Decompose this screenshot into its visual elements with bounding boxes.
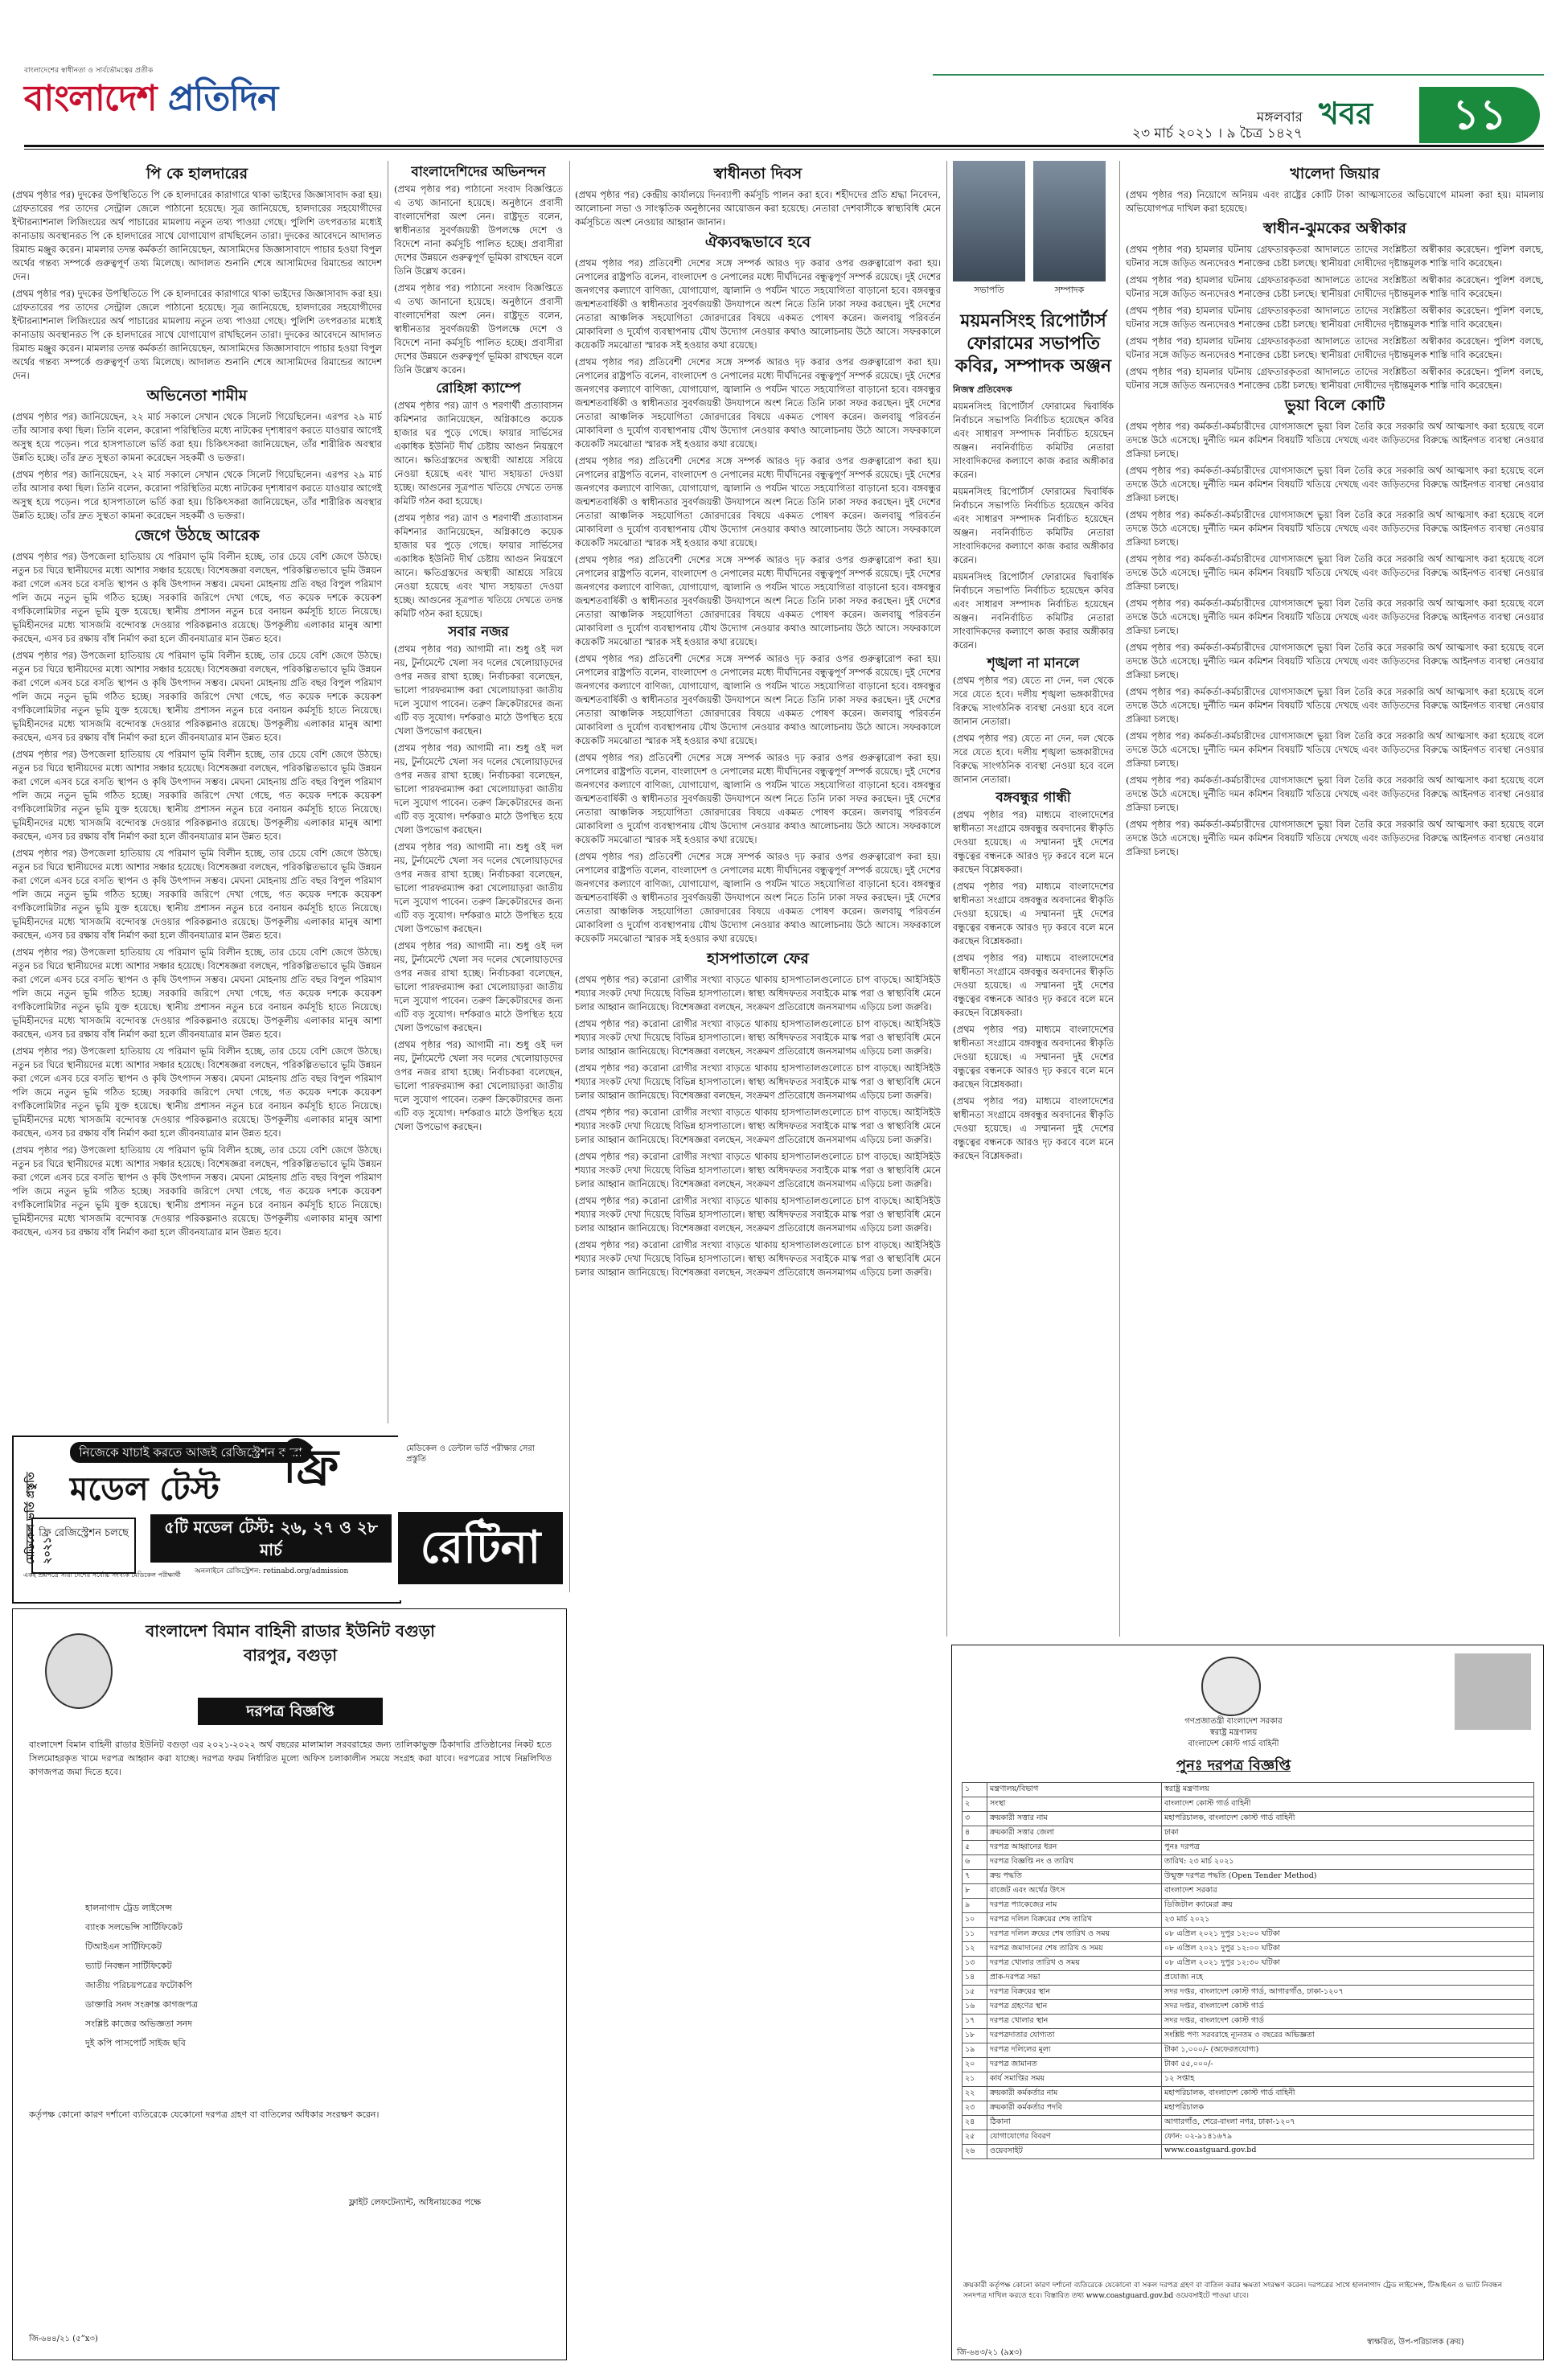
article-body: (প্রথম পৃষ্ঠার পর) মাধ্যমে বাংলাদেশের স্বাধীনতা সংগ্রামে বঙ্গবন্ধুর অবদানের স্বীকৃতি দেওয়া হয়েছে। এ সম্মাননা দুই দেশের বন্ধুত্বের বন্ধনকে আরও দৃঢ় করবে বলে মনে করছেন বিশ্লেষকরা। bbox=[953, 881, 1114, 947]
table-cell: ৫ bbox=[963, 1841, 987, 1855]
article-body: (প্রথম পৃষ্ঠার পর) উপজেলা হাতিয়ায় যে পরিমাণ ভূমি বিলীন হচ্ছে, তার চেয়ে বেশি জেগে উঠছে। নতুন চর ঘিরে স্থানীয়দের মধ্যে আশার সঞ্চার হয়েছে। বিশেষজ্ঞরা বলছেন, পরিকল্পিতভাবে ভূমি উন্নয়ন করা গেলে এসব চরে বসতি স্থাপন ও কৃষি উৎপাদন সম্ভব। মেঘনা মোহনায় প্রতি বছর বিপুল পরিমাণ পলি জমে নতুন ভূমি গঠিত হচ্ছে। সরকারি জরিপে দেখা গেছে, গত কয়েক দশকে কয়েকশ বর্গকিলোমিটার নতুন ভূমি যুক্ত হয়েছে। স্থানীয় প্রশাসন নতুন চরে বনায়ন কর্মসূচি হাতে নিয়েছে। ভূমিহীনদের মধ্যে খাসজমি বন্দোবস্ত দেওয়ার পরিকল্পনাও রয়েছে। উপকূলীয় এলাকার মানুষ আশা করছেন, এসব চর রক্ষায় বাঁধ নির্মাণ করা হলে জীবনযাত্রার মান উন্নত হবে। bbox=[12, 947, 382, 1040]
table-cell: মহাপরিচালক, বাংলাদেশ কোস্ট গার্ড বাহিনী bbox=[1162, 1812, 1534, 1826]
table-row bbox=[963, 2015, 1534, 2029]
headline[interactable]: বাংলাদেশিদের অভিনন্দন bbox=[411, 164, 546, 180]
article-body: (প্রথম পৃষ্ঠার পর) কর্মকর্তা-কর্মচারীদের যোগসাজশে ভুয়া বিল তৈরি করে সরকারি অর্থ আত্মসাৎ করা হয়েছে বলে তদন্তে উঠে এসেছে। দুর্নীতি দমন কমিশন বিষয়টি খতিয়ে দেখছে এবং জড়িতদের বিরুদ্ধে আইনগত ব্যবস্থা নেওয়ার প্রক্রিয়া চলছে। bbox=[1126, 509, 1544, 548]
article-body: (প্রথম পৃষ্ঠার পর) ত্রাণ ও শরণার্থী প্রত্যাবাসন কমিশনার জানিয়েছেন, অগ্নিকাণ্ডে কয়েক হাজার ঘর পুড়ে গেছে। ফায়ার সার্ভিসের একাধিক ইউনিট দীর্ঘ চেষ্টায় আগুন নিয়ন্ত্রণে আনে। ক্ষতিগ্রস্তদের অস্থায়ী আশ্রয়ে সরিয়ে নেওয়া হয়েছে এবং খাদ্য সহায়তা দেওয়া হচ্ছে। আগুনের সূত্রপাত খতিয়ে দেখতে তদন্ত কমিটি গঠন করা হয়েছে। bbox=[394, 400, 563, 507]
ad-contact: অনলাইনে রেজিস্ট্রেশন: retinabd.org/admission bbox=[195, 1567, 349, 1575]
table-row bbox=[963, 1899, 1534, 1913]
column-divider bbox=[569, 161, 570, 1592]
list-item: ভ্যাট নিবন্ধন সার্টিফিকেট bbox=[85, 1961, 172, 1971]
table-cell: ০৮ এপ্রিল ২০২১ দুপুর ১২:৩০ ঘটিকা bbox=[1162, 1957, 1534, 1971]
logo-name-b: প্রতিদিন bbox=[167, 78, 278, 119]
article-body: (প্রথম পৃষ্ঠার পর) করোনা রোগীর সংখ্যা বাড়তে থাকায় হাসপাতালগুলোতে চাপ বাড়ছে। আইসিইউ শয্যার সংকট দেখা দিয়েছে বিভিন্ন হাসপাতালে। স্বাস্থ্য অধিদফতর সবাইকে মাস্ক পরা ও স্বাস্থ্যবিধি মেনে চলার আহ্বান জানিয়েছে। বিশেষজ্ঞরা বলছেন, সংক্রমণ প্রতিরোধে জনসমাগম এড়িয়ে চলা জরুরি। bbox=[575, 1195, 941, 1234]
article-body: (প্রথম পৃষ্ঠার পর) কর্মকর্তা-কর্মচারীদের যোগসাজশে ভুয়া বিল তৈরি করে সরকারি অর্থ আত্মসাৎ করা হয়েছে বলে তদন্তে উঠে এসেছে। দুর্নীতি দমন কমিশন বিষয়টি খতিয়ে দেখছে এবং জড়িতদের বিরুদ্ধে আইনগত ব্যবস্থা নেওয়ার প্রক্রিয়া চলছে। bbox=[1126, 421, 1544, 459]
tender-requirements bbox=[85, 1899, 536, 2053]
table-cell: ১১ bbox=[963, 1928, 987, 1942]
table-cell: ২৬ bbox=[963, 2145, 987, 2159]
table-cell: ২১ bbox=[963, 2072, 987, 2087]
column-3 bbox=[575, 161, 941, 1637]
headline[interactable]: ঐক্যবদ্ধভাবে হবে bbox=[704, 233, 811, 251]
article-body: (প্রথম পৃষ্ঠার পর) করোনা রোগীর সংখ্যা বাড়তে থাকায় হাসপাতালগুলোতে চাপ বাড়ছে। আইসিইউ শয্যার সংকট দেখা দিয়েছে বিভিন্ন হাসপাতালে। স্বাস্থ্য অধিদফতর সবাইকে মাস্ক পরা ও স্বাস্থ্যবিধি মেনে চলার আহ্বান জানিয়েছে। বিশেষজ্ঞরা বলছেন, সংক্রমণ প্রতিরোধে জনসমাগম এড়িয়ে চলা জরুরি। bbox=[575, 1107, 941, 1145]
article-body: (প্রথম পৃষ্ঠার পর) আগামী না। শুধু ওই দল নয়, টুর্নামেন্টে খেলা সব দলের খেলোয়াড়দের ওপর নজর রাখা হচ্ছে। নির্বাচকরা বলেছেন, ভালো পারফরম্যান্স করা খেলোয়াড়রা জাতীয় দলে সুযোগ পাবেন। তরুণ ক্রিকেটারদের জন্য এটি বড় সুযোগ। দর্শকরাও মাঠে উপস্থিত হয়ে খেলা উপভোগ করছেন। bbox=[394, 841, 563, 934]
article-body: (প্রথম পৃষ্ঠার পর) ত্রাণ ও শরণার্থী প্রত্যাবাসন কমিশনার জানিয়েছেন, অগ্নিকাণ্ডে কয়েক হাজার ঘর পুড়ে গেছে। ফায়ার সার্ভিসের একাধিক ইউনিট দীর্ঘ চেষ্টায় আগুন নিয়ন্ত্রণে আনে। ক্ষতিগ্রস্তদের অস্থায়ী আশ্রয়ে সরিয়ে নেওয়া হয়েছে এবং খাদ্য সহায়তা দেওয়া হচ্ছে। আগুনের সূত্রপাত খতিয়ে দেখতে তদন্ত কমিটি গঠন করা হয়েছে। bbox=[394, 512, 563, 619]
table-row bbox=[963, 2101, 1534, 2116]
article-body: (প্রথম পৃষ্ঠার পর) হামলার ঘটনায় গ্রেফতারকৃতরা আদালতে তাদের সংশ্লিষ্টতা অস্বীকার করেছেন। পুলিশ বলছে, ঘটনার সঙ্গে জড়িত অন্যদেরও শনাক্তের চেষ্টা চলছে। স্থানীয়রা দোষীদের দৃষ্টান্তমূলক শাস্তি দাবি করেছেন। bbox=[1126, 335, 1544, 360]
table-cell: দরপত্রদাতার যোগ্যতা bbox=[987, 2029, 1162, 2043]
headline[interactable]: ময়মনসিংহ রিপোর্টার্স ফোরামের সভাপতি কবির, সম্পাদক অঞ্জন bbox=[954, 311, 1112, 376]
table-cell: তারিখ: ২৩ মার্চ ২০২১ bbox=[1162, 1855, 1534, 1870]
article-body: (প্রথম পৃষ্ঠার পর) হামলার ঘটনায় গ্রেফতারকৃতরা আদালতে তাদের সংশ্লিষ্টতা অস্বীকার করেছেন। পুলিশ বলছে, ঘটনার সঙ্গে জড়িত অন্যদেরও শনাক্তের চেষ্টা চলছে। স্থানীয়রা দোষীদের দৃষ্টান্তমূলক শাস্তি দাবি করেছেন। bbox=[1126, 244, 1544, 269]
list-item: ব্যাংক সলভেন্সি সার্টিফিকেট bbox=[85, 1922, 183, 1932]
list-item: জাতীয় পরিচয়পত্রের ফটোকপি bbox=[85, 1980, 192, 1990]
headline[interactable]: অভিনেতা শামীম bbox=[146, 387, 248, 405]
article-body: (প্রথম পৃষ্ঠার পর) পাঠানো সংবাদ বিজ্ঞপ্তিতে এ তথ্য জানানো হয়েছে। অনুষ্ঠানে প্রবাসী বাংলাদেশিরা অংশ নেন। রাষ্ট্রদূত বলেন, স্বাধীনতার সুবর্ণজয়ন্তী উপলক্ষে দেশে ও বিদেশে নানা কর্মসূচি পালিত হচ্ছে। প্রবাসীরা দেশের উন্নয়নে গুরুত্বপূর্ণ ভূমিকা রাখছেন বলে তিনি উল্লেখ করেন। bbox=[394, 282, 563, 376]
table-cell: www.coastguard.gov.bd bbox=[1162, 2145, 1534, 2159]
table-cell: ১২ সপ্তাহ bbox=[1162, 2072, 1534, 2087]
tender-org: গণপ্রজাতন্ত্রী বাংলাদেশ সরকার bbox=[1184, 1717, 1283, 1726]
day: মঙ্গলবার bbox=[1256, 109, 1303, 125]
article-body: (প্রথম পৃষ্ঠার পর) কেন্দ্রীয় কার্যালয়ে দিনব্যাপী কর্মসূচি পালন করা হবে। শহীদদের প্রতি শ্রদ্ধা নিবেদন, আলোচনা সভা ও সাংস্কৃতিক অনুষ্ঠানের আয়োজন করা হয়েছে। নেতারা দেশবাসীকে স্বাস্থ্যবিধি মেনে কর্মসূচিতে অংশ নেওয়ার আহ্বান জানান। bbox=[575, 189, 941, 228]
retina-ad[interactable] bbox=[12, 1435, 401, 1604]
table-cell: বাংলাদেশ সরকার bbox=[1162, 1884, 1534, 1899]
tender-org: বাংলাদেশ কোস্ট গার্ড বাহিনী bbox=[1188, 1739, 1279, 1748]
article-body: (প্রথম পৃষ্ঠার পর) প্রতিবেশী দেশের সঙ্গে সম্পর্ক আরও দৃঢ় করার ওপর গুরুত্বারোপ করা হয়। নেপালের রাষ্ট্রপতি বলেন, বাংলাদেশ ও নেপালের মধ্যে দীর্ঘদিনের বন্ধুত্বপূর্ণ সম্পর্ক রয়েছে। দুই দেশের জনগণের কল্যাণে বাণিজ্য, যোগাযোগ, জ্বালানি ও পর্যটন খাতে সহযোগিতা বাড়ানো হবে। বঙ্গবন্ধুর জন্মশতবার্ষিকী ও স্বাধীনতার সুবর্ণজয়ন্তী উদযাপনে অংশ নিতে তিনি ঢাকা সফর করছেন। দুই দেশের নেতারা আঞ্চলিক সহযোগিতা জোরদারের বিষয়ে একমত পোষণ করেন। জলবায়ু পরিবর্তন মোকাবিলা ও দুর্যোগ ব্যবস্থাপনায় যৌথ উদ্যোগ নেওয়ার কথাও আলোচনায় উঠে আসে। সফরকালে কয়েকটি সমঝোতা স্মারক সই হওয়ার কথা রয়েছে। bbox=[575, 653, 941, 746]
ad-tagline: নিজেকে যাচাই করতে আজই রেজিস্ট্রেশন করো bbox=[70, 1442, 311, 1463]
article-body: (প্রথম পৃষ্ঠার পর) কর্মকর্তা-কর্মচারীদের যোগসাজশে ভুয়া বিল তৈরি করে সরকারি অর্থ আত্মসাৎ করা হয়েছে বলে তদন্তে উঠে এসেছে। দুর্নীতি দমন কমিশন বিষয়টি খতিয়ে দেখছে এবং জড়িতদের বিরুদ্ধে আইনগত ব্যবস্থা নেওয়ার প্রক্রিয়া চলছে। bbox=[1126, 642, 1544, 680]
table-cell: ২ bbox=[963, 1797, 987, 1812]
table-cell: ২০ bbox=[963, 2058, 987, 2072]
rule bbox=[24, 145, 1544, 147]
article-body: (প্রথম পৃষ্ঠার পর) হামলার ঘটনায় গ্রেফতারকৃতরা আদালতে তাদের সংশ্লিষ্টতা অস্বীকার করেছেন। পুলিশ বলছে, ঘটনার সঙ্গে জড়িত অন্যদেরও শনাক্তের চেষ্টা চলছে। স্থানীয়রা দোষীদের দৃষ্টান্তমূলক শাস্তি দাবি করেছেন। bbox=[1126, 366, 1544, 391]
table-cell: সংশ্লিষ্ট পণ্য সরবরাহে ন্যূনতম ৩ বছরের অভিজ্ঞতা bbox=[1162, 2029, 1534, 2043]
table-cell: সদর দপ্তর, বাংলাদেশ কোস্ট গার্ড, আগারগাঁও, ঢাকা-১২০৭ bbox=[1162, 1986, 1534, 2000]
table-cell: পুনঃ দরপত্র bbox=[1162, 1841, 1534, 1855]
article-body: (প্রথম পৃষ্ঠার পর) করোনা রোগীর সংখ্যা বাড়তে থাকায় হাসপাতালগুলোতে চাপ বাড়ছে। আইসিইউ শয্যার সংকট দেখা দিয়েছে বিভিন্ন হাসপাতালে। স্বাস্থ্য অধিদফতর সবাইকে মাস্ক পরা ও স্বাস্থ্যবিধি মেনে চলার আহ্বান জানিয়েছে। বিশেষজ্ঞরা বলছেন, সংক্রমণ প্রতিরোধে জনসমাগম এড়িয়ে চলা জরুরি। bbox=[575, 1062, 941, 1101]
article-body: (প্রথম পৃষ্ঠার পর) দুদকের উপস্থিতিতে পি কে হালদারের কারাগারে থাকা ভাইদের জিজ্ঞাসাবাদ করা হয়। গ্রেফতারের পর তাদের সেন্ট্রাল জেলে পাঠানো হয়েছে। সূত্র জানিয়েছে, হালদারের সহযোগীদের ইন্টারন্যাশনাল লিজিংয়ের অর্থ পাচারের মামলায় নতুন তথ্য পাওয়া গেছে। পুলিশি তৎপরতার মধ্যেই কানাডায় অবস্থানরত পি কে হালদারের সাথে যোগাযোগ রাখছিলেন তারা। দুদকের আবেদনে আদালত রিমান্ড মঞ্জুর করেন। মামলার তদন্ত কর্মকর্তা জানিয়েছেন, আসামিদের জিজ্ঞাসাবাদে পাচার হওয়া বিপুল অর্থের গন্তব্য সম্পর্কে গুরুত্বপূর্ণ তথ্য মিলেছে। আদালত শুনানি শেষে আসামিদের রিমান্ডের আদেশ দেন। bbox=[12, 189, 382, 282]
article-body: (প্রথম পৃষ্ঠার পর) কর্মকর্তা-কর্মচারীদের যোগসাজশে ভুয়া বিল তৈরি করে সরকারি অর্থ আত্মসাৎ করা হয়েছে বলে তদন্তে উঠে এসেছে। দুর্নীতি দমন কমিশন বিষয়টি খতিয়ে দেখছে এবং জড়িতদের বিরুদ্ধে আইনগত ব্যবস্থা নেওয়ার প্রক্রিয়া চলছে। bbox=[1126, 553, 1544, 592]
ad-side-label: মেডিকেল ভর্তি প্রস্তুতি ২০২১ bbox=[25, 1472, 54, 1564]
table-cell: ৩ bbox=[963, 1812, 987, 1826]
list-item: হালনাগাদ ট্রেড লাইসেন্স bbox=[85, 1903, 172, 1913]
tender-banner: দরপত্র বিজ্ঞপ্তি bbox=[198, 1698, 383, 1725]
column-divider bbox=[946, 161, 947, 1637]
article-body: (প্রথম পৃষ্ঠার পর) কর্মকর্তা-কর্মচারীদের যোগসাজশে ভুয়া বিল তৈরি করে সরকারি অর্থ আত্মসাৎ করা হয়েছে বলে তদন্তে উঠে এসেছে। দুর্নীতি দমন কমিশন বিষয়টি খতিয়ে দেখছে এবং জড়িতদের বিরুদ্ধে আইনগত ব্যবস্থা নেওয়ার প্রক্রিয়া চলছে। bbox=[1126, 686, 1544, 725]
headline[interactable]: স্বাধীন-ঝুমকের অস্বীকার bbox=[1262, 220, 1406, 237]
headline[interactable]: রোহিঙ্গা ক্যাম্পে bbox=[436, 380, 521, 396]
table-cell: ক্রয়কারী কর্মকর্তার পদবি bbox=[987, 2101, 1162, 2116]
portrait-photo bbox=[1033, 161, 1106, 281]
article-body: (প্রথম পৃষ্ঠার পর) প্রতিবেশী দেশের সঙ্গে সম্পর্ক আরও দৃঢ় করার ওপর গুরুত্বারোপ করা হয়। নেপালের রাষ্ট্রপতি বলেন, বাংলাদেশ ও নেপালের মধ্যে দীর্ঘদিনের বন্ধুত্বপূর্ণ সম্পর্ক রয়েছে। দুই দেশের জনগণের কল্যাণে বাণিজ্য, যোগাযোগ, জ্বালানি ও পর্যটন খাতে সহযোগিতা বাড়ানো হবে। বঙ্গবন্ধুর জন্মশতবার্ষিকী ও স্বাধীনতার সুবর্ণজয়ন্তী উদযাপনে অংশ নিতে তিনি ঢাকা সফর করছেন। দুই দেশের নেতারা আঞ্চলিক সহযোগিতা জোরদারের বিষয়ে একমত পোষণ করেন। জলবায়ু পরিবর্তন মোকাবিলা ও দুর্যোগ ব্যবস্থাপনায় যৌথ উদ্যোগ নেওয়ার কথাও আলোচনায় উঠে আসে। সফরকালে কয়েকটি সমঝোতা স্মারক সই হওয়ার কথা রয়েছে। bbox=[575, 554, 941, 647]
table-row bbox=[963, 1826, 1534, 1841]
table-cell: ৭ bbox=[963, 1870, 987, 1884]
table-cell: ৪ bbox=[963, 1826, 987, 1841]
tender-body: বাংলাদেশ বিমান বাহিনী রাডার ইউনিট বগুড়া এর ২০২১-২০২২ অর্থ বছরের মালামাল সরবরাহের জন্য তালিকাভুক্ত ঠিকাদারি প্রতিষ্ঠানের নিকট হতে সিলমোহরকৃত খামে দরপত্র আহ্বান করা যাচ্ছে। দরপত্র ফরম নির্ধারিত মূল্যে অফিস চলাকালীন সময়ে সংগ্রহ করা যাবে। দরপত্রের সাথে নিম্নলিখিত কাগজপত্র জমা দিতে হবে। bbox=[29, 1739, 552, 1777]
table-cell: সদর দপ্তর, বাংলাদেশ কোস্ট গার্ড bbox=[1162, 2000, 1534, 2015]
tender-reference: জি-৬৪৩/২১ (৯x৩) bbox=[957, 2348, 1023, 2357]
article-body: (প্রথম পৃষ্ঠার পর) মাধ্যমে বাংলাদেশের স্বাধীনতা সংগ্রামে বঙ্গবন্ধুর অবদানের স্বীকৃতি দেওয়া হয়েছে। এ সম্মাননা দুই দেশের বন্ধুত্বের বন্ধনকে আরও দৃঢ় করবে বলে মনে করছেন বিশ্লেষকরা। bbox=[953, 1095, 1114, 1161]
article-body: (প্রথম পৃষ্ঠার পর) উপজেলা হাতিয়ায় যে পরিমাণ ভূমি বিলীন হচ্ছে, তার চেয়ে বেশি জেগে উঠছে। নতুন চর ঘিরে স্থানীয়দের মধ্যে আশার সঞ্চার হয়েছে। বিশেষজ্ঞরা বলছেন, পরিকল্পিতভাবে ভূমি উন্নয়ন করা গেলে এসব চরে বসতি স্থাপন ও কৃষি উৎপাদন সম্ভব। মেঘনা মোহনায় প্রতি বছর বিপুল পরিমাণ পলি জমে নতুন ভূমি গঠিত হচ্ছে। সরকারি জরিপে দেখা গেছে, গত কয়েক দশকে কয়েকশ বর্গকিলোমিটার নতুন ভূমি যুক্ত হয়েছে। স্থানীয় প্রশাসন নতুন চরে বনায়ন কর্মসূচি হাতে নিয়েছে। ভূমিহীনদের মধ্যে খাসজমি বন্দোবস্ত দেওয়ার পরিকল্পনাও রয়েছে। উপকূলীয় এলাকার মানুষ আশা করছেন, এসব চর রক্ষায় বাঁধ নির্মাণ করা হলে জীবনযাত্রার মান উন্নত হবে। bbox=[12, 650, 382, 743]
coastguard-tender-notice bbox=[951, 1645, 1544, 2360]
portrait-photo bbox=[953, 161, 1025, 281]
headline[interactable]: শৃঙ্খলা না মানলে bbox=[987, 655, 1080, 672]
table-cell: ওয়েবসাইট bbox=[987, 2145, 1162, 2159]
section-title: খবর bbox=[1319, 96, 1373, 131]
article-body: (প্রথম পৃষ্ঠার পর) জানিয়েছেন, ২২ মার্চ সকালে সেখান থেকে সিলেট গিয়েছিলেন। এরপর ২৯ মার্চ তাঁর আসার কথা ছিল। তিনি বলেন, করোনা পরিস্থিতির মধ্যে নাটকের দৃশ্যধারণ করতে যাওয়ার আগেই অসুস্থ হয়ে পড়েন। পরে হাসপাতালে ভর্তি করা হয়। চিকিৎসকরা জানিয়েছেন, তাঁর শারীরিক অবস্থার উন্নতি হচ্ছে। তাঁর দ্রুত সুস্থতা কামনা করেছেন সহকর্মী ও ভক্তরা। bbox=[12, 469, 382, 521]
table-row bbox=[963, 2116, 1534, 2130]
headline[interactable]: স্বাধীনতা দিবস bbox=[713, 165, 802, 183]
green-rule bbox=[933, 74, 1544, 76]
photo-caption: সম্পাদক bbox=[1054, 285, 1085, 295]
portrait-photo bbox=[1455, 1653, 1531, 1730]
table-cell: উন্মুক্ত দরপত্র পদ্ধতি (Open Tender Method) bbox=[1162, 1870, 1534, 1884]
column-4 bbox=[953, 306, 1114, 1633]
table-cell: দরপত্র প্যাকেজের নাম bbox=[987, 1899, 1162, 1913]
ad-free-label: ফ্রি bbox=[283, 1439, 339, 1493]
tender-footnote: কর্তৃপক্ষ কোনো কারণ দর্শানো ব্যতিরেকে যেকোনো দরপত্র গ্রহণ বা বাতিলের অধিকার সংরক্ষণ করেন। bbox=[29, 2109, 380, 2120]
table-cell: দরপত্র দলিল বিক্রয়ের শেষ তারিখ bbox=[987, 1913, 1162, 1928]
article-body: (প্রথম পৃষ্ঠার পর) উপজেলা হাতিয়ায় যে পরিমাণ ভূমি বিলীন হচ্ছে, তার চেয়ে বেশি জেগে উঠছে। নতুন চর ঘিরে স্থানীয়দের মধ্যে আশার সঞ্চার হয়েছে। বিশেষজ্ঞরা বলছেন, পরিকল্পিতভাবে ভূমি উন্নয়ন করা গেলে এসব চরে বসতি স্থাপন ও কৃষি উৎপাদন সম্ভব। মেঘনা মোহনায় প্রতি বছর বিপুল পরিমাণ পলি জমে নতুন ভূমি গঠিত হচ্ছে। সরকারি জরিপে দেখা গেছে, গত কয়েক দশকে কয়েকশ বর্গকিলোমিটার নতুন ভূমি যুক্ত হয়েছে। স্থানীয় প্রশাসন নতুন চরে বনায়ন কর্মসূচি হাতে নিয়েছে। ভূমিহীনদের মধ্যে খাসজমি বন্দোবস্ত দেওয়ার পরিকল্পনাও রয়েছে। উপকূলীয় এলাকার মানুষ আশা করছেন, এসব চর রক্ষায় বাঁধ নির্মাণ করা হলে জীবনযাত্রার মান উন্নত হবে। bbox=[12, 848, 382, 941]
table-row bbox=[963, 1812, 1534, 1826]
table-cell: স্বরাষ্ট্র মন্ত্রণালয় bbox=[1162, 1783, 1534, 1797]
table-cell: ২৩ bbox=[963, 2101, 987, 2116]
article-body: (প্রথম পৃষ্ঠার পর) উপজেলা হাতিয়ায় যে পরিমাণ ভূমি বিলীন হচ্ছে, তার চেয়ে বেশি জেগে উঠছে। নতুন চর ঘিরে স্থানীয়দের মধ্যে আশার সঞ্চার হয়েছে। বিশেষজ্ঞরা বলছেন, পরিকল্পিতভাবে ভূমি উন্নয়ন করা গেলে এসব চরে বসতি স্থাপন ও কৃষি উৎপাদন সম্ভব। মেঘনা মোহনায় প্রতি বছর বিপুল পরিমাণ পলি জমে নতুন ভূমি গঠিত হচ্ছে। সরকারি জরিপে দেখা গেছে, গত কয়েক দশকে কয়েকশ বর্গকিলোমিটার নতুন ভূমি যুক্ত হয়েছে। স্থানীয় প্রশাসন নতুন চরে বনায়ন কর্মসূচি হাতে নিয়েছে। ভূমিহীনদের মধ্যে খাসজমি বন্দোবস্ত দেওয়ার পরিকল্পনাও রয়েছে। উপকূলীয় এলাকার মানুষ আশা করছেন, এসব চর রক্ষায় বাঁধ নির্মাণ করা হলে জীবনযাত্রার মান উন্নত হবে। bbox=[12, 1045, 382, 1139]
table-cell: মহাপরিচালক, বাংলাদেশ কোস্ট গার্ড বাহিনী bbox=[1162, 2087, 1534, 2101]
table-cell: দরপত্র দলিল ক্রয়ের শেষ তারিখ ও সময় bbox=[987, 1928, 1162, 1942]
table-cell: টাকা ১,০০০/- (অফেরতযোগ্য) bbox=[1162, 2043, 1534, 2058]
page-number: ১১ bbox=[1419, 87, 1540, 143]
table-cell: ২৫ bbox=[963, 2130, 987, 2145]
article-body: (প্রথম পৃষ্ঠার পর) পাঠানো সংবাদ বিজ্ঞপ্তিতে এ তথ্য জানানো হয়েছে। অনুষ্ঠানে প্রবাসী বাংলাদেশিরা অংশ নেন। রাষ্ট্রদূত বলেন, স্বাধীনতার সুবর্ণজয়ন্তী উপলক্ষে দেশে ও বিদেশে নানা কর্মসূচি পালিত হচ্ছে। প্রবাসীরা দেশের উন্নয়নে গুরুত্বপূর্ণ ভূমিকা রাখছেন বলে তিনি উল্লেখ করেন। bbox=[394, 183, 563, 277]
article-body: (প্রথম পৃষ্ঠার পর) আগামী না। শুধু ওই দল নয়, টুর্নামেন্টে খেলা সব দলের খেলোয়াড়দের ওপর নজর রাখা হচ্ছে। নির্বাচকরা বলেছেন, ভালো পারফরম্যান্স করা খেলোয়াড়রা জাতীয় দলে সুযোগ পাবেন। তরুণ ক্রিকেটারদের জন্য এটি বড় সুযোগ। দর্শকরাও মাঠে উপস্থিত হয়ে খেলা উপভোগ করছেন। bbox=[394, 643, 563, 737]
date: ২৩ মার্চ ২০২১ । ৯ চৈত্র ১৪২৭ bbox=[1131, 125, 1303, 142]
table-row bbox=[963, 1986, 1534, 2000]
table-row bbox=[963, 2058, 1534, 2072]
table-cell: সংস্থা bbox=[987, 1797, 1162, 1812]
table-cell: ২২ bbox=[963, 2087, 987, 2101]
ad-dates: ৫টি মডেল টেস্ট: ২৬, ২৭ ও ২৮ মার্চ bbox=[150, 1514, 392, 1563]
list-item: টিআইএন সার্টিফিকেট bbox=[85, 1941, 162, 1952]
airforce-tender-notice bbox=[12, 1608, 567, 2360]
table-cell: দরপত্র জমাদানের শেষ তারিখ ও সময় bbox=[987, 1942, 1162, 1957]
table-row bbox=[963, 2043, 1534, 2058]
newspaper-logo[interactable] bbox=[24, 64, 338, 135]
article-body: (প্রথম পৃষ্ঠার পর) প্রতিবেশী দেশের সঙ্গে সম্পর্ক আরও দৃঢ় করার ওপর গুরুত্বারোপ করা হয়। নেপালের রাষ্ট্রপতি বলেন, বাংলাদেশ ও নেপালের মধ্যে দীর্ঘদিনের বন্ধুত্বপূর্ণ সম্পর্ক রয়েছে। দুই দেশের জনগণের কল্যাণে বাণিজ্য, যোগাযোগ, জ্বালানি ও পর্যটন খাতে সহযোগিতা বাড়ানো হবে। বঙ্গবন্ধুর জন্মশতবার্ষিকী ও স্বাধীনতার সুবর্ণজয়ন্তী উদযাপনে অংশ নিতে তিনি ঢাকা সফর করছেন। দুই দেশের নেতারা আঞ্চলিক সহযোগিতা জোরদারের বিষয়ে একমত পোষণ করেন। জলবায়ু পরিবর্তন মোকাবিলা ও দুর্যোগ ব্যবস্থাপনায় যৌথ উদ্যোগ নেওয়ার কথাও আলোচনায় উঠে আসে। সফরকালে কয়েকটি সমঝোতা স্মারক সই হওয়ার কথা রয়েছে। bbox=[575, 752, 941, 845]
article-body: ময়মনসিংহ রিপোর্টার্স ফোরামের দ্বিবার্ষিক নির্বাচনে সভাপতি নির্বাচিত হয়েছেন কবির এবং সাধারণ সম্পাদক নির্বাচিত হয়েছেন অঞ্জন। নবনির্বাচিত কমিটির নেতারা সাংবাদিকদের কল্যাণে কাজ করার অঙ্গীকার করেন। bbox=[953, 571, 1114, 651]
table-cell: ডিজিটাল ক্যামেরা ক্রয় bbox=[1162, 1899, 1534, 1913]
list-item: সংশ্লিষ্ট কাজের অভিজ্ঞতা সনদ bbox=[85, 2019, 193, 2029]
column-5 bbox=[1126, 161, 1544, 1633]
table-cell: টাকা ৫৫,০০০/- bbox=[1162, 2058, 1534, 2072]
table-cell: ২৪ bbox=[963, 2116, 987, 2130]
article-body: ময়মনসিংহ রিপোর্টার্স ফোরামের দ্বিবার্ষিক নির্বাচনে সভাপতি নির্বাচিত হয়েছেন কবির এবং সাধারণ সম্পাদক নির্বাচিত হয়েছেন অঞ্জন। নবনির্বাচিত কমিটির নেতারা সাংবাদিকদের কল্যাণে কাজ করার অঙ্গীকার করেন। bbox=[953, 486, 1114, 565]
table-cell: ১০ bbox=[963, 1913, 987, 1928]
logo-tagline: বাংলাদেশের স্বাধীনতা ও সার্বভৌমত্বের প্রতীক bbox=[24, 67, 154, 75]
table-cell: ১৭ bbox=[963, 2015, 987, 2029]
table-cell: ১২ bbox=[963, 1942, 987, 1957]
headline[interactable]: পি কে হালদারের bbox=[146, 165, 248, 183]
table-row bbox=[963, 1942, 1534, 1957]
rule bbox=[24, 149, 1544, 150]
tender-table bbox=[962, 1782, 1534, 2159]
headline[interactable]: খালেদা জিয়ার bbox=[1290, 165, 1380, 183]
retina-brand: রেটিনা bbox=[398, 1512, 563, 1584]
article-body: (প্রথম পৃষ্ঠার পর) নিয়োগে অনিয়ম এবং রাষ্ট্রের কোটি টাকা আত্মসাতের অভিযোগে মামলা করা হয়। মামলায় অভিযোগপত্র দাখিল করা হয়েছে। bbox=[1126, 189, 1544, 214]
photo-pair bbox=[953, 161, 1110, 314]
headline[interactable]: হাসপাতালে ফের bbox=[707, 950, 809, 967]
tender-title: পুনঃ দরপত্র বিজ্ঞপ্তি bbox=[1176, 1757, 1291, 1774]
table-cell: ১৫ bbox=[963, 1986, 987, 2000]
article-body: (প্রথম পৃষ্ঠার পর) প্রতিবেশী দেশের সঙ্গে সম্পর্ক আরও দৃঢ় করার ওপর গুরুত্বারোপ করা হয়। নেপালের রাষ্ট্রপতি বলেন, বাংলাদেশ ও নেপালের মধ্যে দীর্ঘদিনের বন্ধুত্বপূর্ণ সম্পর্ক রয়েছে। দুই দেশের জনগণের কল্যাণে বাণিজ্য, যোগাযোগ, জ্বালানি ও পর্যটন খাতে সহযোগিতা বাড়ানো হবে। বঙ্গবন্ধুর জন্মশতবার্ষিকী ও স্বাধীনতার সুবর্ণজয়ন্তী উদযাপনে অংশ নিতে তিনি ঢাকা সফর করছেন। দুই দেশের নেতারা আঞ্চলিক সহযোগিতা জোরদারের বিষয়ে একমত পোষণ করেন। জলবায়ু পরিবর্তন মোকাবিলা ও দুর্যোগ ব্যবস্থাপনায় যৌথ উদ্যোগ নেওয়ার কথাও আলোচনায় উঠে আসে। সফরকালে কয়েকটি সমঝোতা স্মারক সই হওয়ার কথা রয়েছে। bbox=[575, 851, 941, 944]
table-cell: মন্ত্রণালয়/বিভাগ bbox=[987, 1783, 1162, 1797]
table-cell: মহাপরিচালক bbox=[1162, 2101, 1534, 2116]
table-cell: দরপত্র খোলার তারিখ ও সময় bbox=[987, 1957, 1162, 1971]
table-row bbox=[963, 1957, 1534, 1971]
ad-copy: মেডিকেল ও ডেন্টাল ভর্তি পরীক্ষার সেরা প্রস্তুতি bbox=[406, 1444, 535, 1464]
article-body: (প্রথম পৃষ্ঠার পর) প্রতিবেশী দেশের সঙ্গে সম্পর্ক আরও দৃঢ় করার ওপর গুরুত্বারোপ করা হয়। নেপালের রাষ্ট্রপতি বলেন, বাংলাদেশ ও নেপালের মধ্যে দীর্ঘদিনের বন্ধুত্বপূর্ণ সম্পর্ক রয়েছে। দুই দেশের জনগণের কল্যাণে বাণিজ্য, যোগাযোগ, জ্বালানি ও পর্যটন খাতে সহযোগিতা বাড়ানো হবে। বঙ্গবন্ধুর জন্মশতবার্ষিকী ও স্বাধীনতার সুবর্ণজয়ন্তী উদযাপনে অংশ নিতে তিনি ঢাকা সফর করছেন। দুই দেশের নেতারা আঞ্চলিক সহযোগিতা জোরদারের বিষয়ে একমত পোষণ করেন। জলবায়ু পরিবর্তন মোকাবিলা ও দুর্যোগ ব্যবস্থাপনায় যৌথ উদ্যোগ নেওয়ার কথাও আলোচনায় উঠে আসে। সফরকালে কয়েকটি সমঝোতা স্মারক সই হওয়ার কথা রয়েছে। bbox=[575, 257, 941, 351]
article-body: (প্রথম পৃষ্ঠার পর) আগামী না। শুধু ওই দল নয়, টুর্নামেন্টে খেলা সব দলের খেলোয়াড়দের ওপর নজর রাখা হচ্ছে। নির্বাচকরা বলেছেন, ভালো পারফরম্যান্স করা খেলোয়াড়রা জাতীয় দলে সুযোগ পাবেন। তরুণ ক্রিকেটারদের জন্য এটি বড় সুযোগ। দর্শকরাও মাঠে উপস্থিত হয়ে খেলা উপভোগ করছেন। bbox=[394, 742, 563, 836]
headline[interactable]: সবার নজর bbox=[448, 624, 509, 640]
masthead bbox=[0, 0, 1568, 153]
ad-title: মডেল টেস্ট bbox=[70, 1471, 220, 1508]
article-body: (প্রথম পৃষ্ঠার পর) কর্মকর্তা-কর্মচারীদের যোগসাজশে ভুয়া বিল তৈরি করে সরকারি অর্থ আত্মসাৎ করা হয়েছে বলে তদন্তে উঠে এসেছে। দুর্নীতি দমন কমিশন বিষয়টি খতিয়ে দেখছে এবং জড়িতদের বিরুদ্ধে আইনগত ব্যবস্থা নেওয়ার প্রক্রিয়া চলছে। bbox=[1126, 819, 1544, 857]
headline[interactable]: ভুয়া বিলে কোটি bbox=[1284, 396, 1385, 414]
article-body: (প্রথম পৃষ্ঠার পর) দুদকের উপস্থিতিতে পি কে হালদারের কারাগারে থাকা ভাইদের জিজ্ঞাসাবাদ করা হয়। গ্রেফতারের পর তাদের সেন্ট্রাল জেলে পাঠানো হয়েছে। সূত্র জানিয়েছে, হালদারের সহযোগীদের ইন্টারন্যাশনাল লিজিংয়ের অর্থ পাচারের মামলায় নতুন তথ্য পাওয়া গেছে। পুলিশি তৎপরতার মধ্যেই কানাডায় অবস্থানরত পি কে হালদারের সাথে যোগাযোগ রাখছিলেন তারা। দুদকের আবেদনে আদালত রিমান্ড মঞ্জুর করেন। মামলার তদন্ত কর্মকর্তা জানিয়েছেন, আসামিদের জিজ্ঞাসাবাদে পাচার হওয়া বিপুল অর্থের গন্তব্য সম্পর্কে গুরুত্বপূর্ণ তথ্য মিলেছে। আদালত শুনানি শেষে আসামিদের রিমান্ডের আদেশ দেন। bbox=[12, 288, 382, 381]
article-body: (প্রথম পৃষ্ঠার পর) মাধ্যমে বাংলাদেশের স্বাধীনতা সংগ্রামে বঙ্গবন্ধুর অবদানের স্বীকৃতি দেওয়া হয়েছে। এ সম্মাননা দুই দেশের বন্ধুত্বের বন্ধনকে আরও দৃঢ় করবে বলে মনে করছেন বিশ্লেষকরা। bbox=[953, 809, 1114, 875]
article-body: (প্রথম পৃষ্ঠার পর) মাধ্যমে বাংলাদেশের স্বাধীনতা সংগ্রামে বঙ্গবন্ধুর অবদানের স্বীকৃতি দেওয়া হয়েছে। এ সম্মাননা দুই দেশের বন্ধুত্বের বন্ধনকে আরও দৃঢ় করবে বলে মনে করছেন বিশ্লেষকরা। bbox=[953, 1024, 1114, 1090]
retina-brand-ad[interactable] bbox=[398, 1435, 563, 1600]
tender-reference: জি-৬৪৪/২১ (৫”x৩) bbox=[29, 2335, 98, 2343]
article-body: (প্রথম পৃষ্ঠার পর) যেতে না দেন, দল থেকে সরে যেতে হবে। দলীয় শৃঙ্খলা ভঙ্গকারীদের বিরুদ্ধে সাংগঠনিক ব্যবস্থা নেওয়া হবে বলে জানান নেতারা। bbox=[953, 675, 1114, 727]
article-body: (প্রথম পৃষ্ঠার পর) কর্মকর্তা-কর্মচারীদের যোগসাজশে ভুয়া বিল তৈরি করে সরকারি অর্থ আত্মসাৎ করা হয়েছে বলে তদন্তে উঠে এসেছে। দুর্নীতি দমন কমিশন বিষয়টি খতিয়ে দেখছে এবং জড়িতদের বিরুদ্ধে আইনগত ব্যবস্থা নেওয়ার প্রক্রিয়া চলছে। bbox=[1126, 730, 1544, 769]
table-row bbox=[963, 1783, 1534, 1797]
table-row bbox=[963, 1797, 1534, 1812]
article-body: (প্রথম পৃষ্ঠার পর) করোনা রোগীর সংখ্যা বাড়তে থাকায় হাসপাতালগুলোতে চাপ বাড়ছে। আইসিইউ শয্যার সংকট দেখা দিয়েছে বিভিন্ন হাসপাতালে। স্বাস্থ্য অধিদফতর সবাইকে মাস্ক পরা ও স্বাস্থ্যবিধি মেনে চলার আহ্বান জানিয়েছে। বিশেষজ্ঞরা বলছেন, সংক্রমণ প্রতিরোধে জনসমাগম এড়িয়ে চলা জরুরি। bbox=[575, 1151, 941, 1189]
table-cell: কার্য সমাপ্তির সময় bbox=[987, 2072, 1162, 2087]
article-body: (প্রথম পৃষ্ঠার পর) উপজেলা হাতিয়ায় যে পরিমাণ ভূমি বিলীন হচ্ছে, তার চেয়ে বেশি জেগে উঠছে। নতুন চর ঘিরে স্থানীয়দের মধ্যে আশার সঞ্চার হয়েছে। বিশেষজ্ঞরা বলছেন, পরিকল্পিতভাবে ভূমি উন্নয়ন করা গেলে এসব চরে বসতি স্থাপন ও কৃষি উৎপাদন সম্ভব। মেঘনা মোহনায় প্রতি বছর বিপুল পরিমাণ পলি জমে নতুন ভূমি গঠিত হচ্ছে। সরকারি জরিপে দেখা গেছে, গত কয়েক দশকে কয়েকশ বর্গকিলোমিটার নতুন ভূমি যুক্ত হয়েছে। স্থানীয় প্রশাসন নতুন চরে বনায়ন কর্মসূচি হাতে নিয়েছে। ভূমিহীনদের মধ্যে খাসজমি বন্দোবস্ত দেওয়ার পরিকল্পনাও রয়েছে। উপকূলীয় এলাকার মানুষ আশা করছেন, এসব চর রক্ষায় বাঁধ নির্মাণ করা হলে জীবনযাত্রার মান উন্নত হবে। bbox=[12, 1144, 382, 1238]
tender-signature: স্বাক্ষরিত, উপ-পরিচালক (ক্রয়) bbox=[1367, 2338, 1464, 2347]
article-body: (প্রথম পৃষ্ঠার পর) যেতে না দেন, দল থেকে সরে যেতে হবে। দলীয় শৃঙ্খলা ভঙ্গকারীদের বিরুদ্ধে সাংগঠনিক ব্যবস্থা নেওয়া হবে বলে জানান নেতারা। bbox=[953, 733, 1114, 785]
table-cell: দরপত্র বিক্রয়ের স্থান bbox=[987, 1986, 1162, 2000]
headline[interactable]: বঙ্গবন্ধুর গান্ধী bbox=[995, 790, 1071, 806]
table-row bbox=[963, 2145, 1534, 2159]
table-cell: ফোন: ০২-৯১৪১৬৭৯ bbox=[1162, 2130, 1534, 2145]
article-body: (প্রথম পৃষ্ঠার পর) প্রতিবেশী দেশের সঙ্গে সম্পর্ক আরও দৃঢ় করার ওপর গুরুত্বারোপ করা হয়। নেপালের রাষ্ট্রপতি বলেন, বাংলাদেশ ও নেপালের মধ্যে দীর্ঘদিনের বন্ধুত্বপূর্ণ সম্পর্ক রয়েছে। দুই দেশের জনগণের কল্যাণে বাণিজ্য, যোগাযোগ, জ্বালানি ও পর্যটন খাতে সহযোগিতা বাড়ানো হবে। বঙ্গবন্ধুর জন্মশতবার্ষিকী ও স্বাধীনতার সুবর্ণজয়ন্তী উদযাপনে অংশ নিতে তিনি ঢাকা সফর করছেন। দুই দেশের নেতারা আঞ্চলিক সহযোগিতা জোরদারের বিষয়ে একমত পোষণ করেন। জলবায়ু পরিবর্তন মোকাবিলা ও দুর্যোগ ব্যবস্থাপনায় যৌথ উদ্যোগ নেওয়ার কথাও আলোচনায় উঠে আসে। সফরকালে কয়েকটি সমঝোতা স্মারক সই হওয়ার কথা রয়েছে। bbox=[575, 356, 941, 450]
tender-signature: ফ্লাইট লেফটেন্যান্ট, অধিনায়কের পক্ষে bbox=[348, 2197, 482, 2208]
article-body: (প্রথম পৃষ্ঠার পর) কর্মকর্তা-কর্মচারীদের যোগসাজশে ভুয়া বিল তৈরি করে সরকারি অর্থ আত্মসাৎ করা হয়েছে বলে তদন্তে উঠে এসেছে। দুর্নীতি দমন কমিশন বিষয়টি খতিয়ে দেখছে এবং জড়িতদের বিরুদ্ধে আইনগত ব্যবস্থা নেওয়ার প্রক্রিয়া চলছে। bbox=[1126, 598, 1544, 636]
table-cell: ক্রয়কারী সত্তার নাম bbox=[987, 1812, 1162, 1826]
table-cell: যোগাযোগের বিবরণ bbox=[987, 2130, 1162, 2145]
table-row bbox=[963, 1913, 1534, 1928]
table-cell: ক্রয়কারী কর্মকর্তার নাম bbox=[987, 2087, 1162, 2101]
article-body: (প্রথম পৃষ্ঠার পর) আগামী না। শুধু ওই দল নয়, টুর্নামেন্টে খেলা সব দলের খেলোয়াড়দের ওপর নজর রাখা হচ্ছে। নির্বাচকরা বলেছেন, ভালো পারফরম্যান্স করা খেলোয়াড়রা জাতীয় দলে সুযোগ পাবেন। তরুণ ক্রিকেটারদের জন্য এটি বড় সুযোগ। দর্শকরাও মাঠে উপস্থিত হয়ে খেলা উপভোগ করছেন। bbox=[394, 940, 563, 1033]
table-cell: ১ bbox=[963, 1783, 987, 1797]
article-body: (প্রথম পৃষ্ঠার পর) উপজেলা হাতিয়ায় যে পরিমাণ ভূমি বিলীন হচ্ছে, তার চেয়ে বেশি জেগে উঠছে। নতুন চর ঘিরে স্থানীয়দের মধ্যে আশার সঞ্চার হয়েছে। বিশেষজ্ঞরা বলছেন, পরিকল্পিতভাবে ভূমি উন্নয়ন করা গেলে এসব চরে বসতি স্থাপন ও কৃষি উৎপাদন সম্ভব। মেঘনা মোহনায় প্রতি বছর বিপুল পরিমাণ পলি জমে নতুন ভূমি গঠিত হচ্ছে। সরকারি জরিপে দেখা গেছে, গত কয়েক দশকে কয়েকশ বর্গকিলোমিটার নতুন ভূমি যুক্ত হয়েছে। স্থানীয় প্রশাসন নতুন চরে বনায়ন কর্মসূচি হাতে নিয়েছে। ভূমিহীনদের মধ্যে খাসজমি বন্দোবস্ত দেওয়ার পরিকল্পনাও রয়েছে। উপকূলীয় এলাকার মানুষ আশা করছেন, এসব চর রক্ষায় বাঁধ নির্মাণ করা হলে জীবনযাত্রার মান উন্নত হবে। bbox=[12, 551, 382, 644]
dateline bbox=[1061, 109, 1303, 142]
list-item: ডাক্তারি সনদ সংক্রান্ত কাগজপত্র bbox=[85, 1999, 198, 2010]
article-body: (প্রথম পৃষ্ঠার পর) মাধ্যমে বাংলাদেশের স্বাধীনতা সংগ্রামে বঙ্গবন্ধুর অবদানের স্বীকৃতি দেওয়া হয়েছে। এ সম্মাননা দুই দেশের বন্ধুত্বের বন্ধনকে আরও দৃঢ় করবে বলে মনে করছেন বিশ্লেষকরা। bbox=[953, 952, 1114, 1018]
article-body: (প্রথম পৃষ্ঠার পর) কর্মকর্তা-কর্মচারীদের যোগসাজশে ভুয়া বিল তৈরি করে সরকারি অর্থ আত্মসাৎ করা হয়েছে বলে তদন্তে উঠে এসেছে। দুর্নীতি দমন কমিশন বিষয়টি খতিয়ে দেখছে এবং জড়িতদের বিরুদ্ধে আইনগত ব্যবস্থা নেওয়ার প্রক্রিয়া চলছে। bbox=[1126, 465, 1544, 503]
table-cell: দরপত্র বিজ্ঞপ্তি নং ও তারিখ bbox=[987, 1855, 1162, 1870]
photo-caption: সভাপতি bbox=[974, 285, 1004, 295]
table-cell: বাংলাদেশ কোস্ট গার্ড বাহিনী bbox=[1162, 1797, 1534, 1812]
ad-registration-box: ফ্রি রেজিস্ট্রেশন চলছে bbox=[31, 1518, 136, 1574]
table-cell: ২৩ মার্চ ২০২১ bbox=[1162, 1913, 1534, 1928]
tender-org: স্বরাষ্ট্র মন্ত্রণালয় bbox=[1209, 1728, 1258, 1737]
table-cell: ১৩ bbox=[963, 1957, 987, 1971]
table-cell: দরপত্র জামানত bbox=[987, 2058, 1162, 2072]
article-body: (প্রথম পৃষ্ঠার পর) কর্মকর্তা-কর্মচারীদের যোগসাজশে ভুয়া বিল তৈরি করে সরকারি অর্থ আত্মসাৎ করা হয়েছে বলে তদন্তে উঠে এসেছে। দুর্নীতি দমন কমিশন বিষয়টি খতিয়ে দেখছে এবং জড়িতদের বিরুদ্ধে আইনগত ব্যবস্থা নেওয়ার প্রক্রিয়া চলছে। bbox=[1126, 774, 1544, 813]
table-row bbox=[963, 1971, 1534, 1986]
table-cell: ১৪ bbox=[963, 1971, 987, 1986]
table-cell: সদর দপ্তর, বাংলাদেশ কোস্ট গার্ড bbox=[1162, 2015, 1534, 2029]
table-row bbox=[963, 2130, 1534, 2145]
table-row bbox=[963, 1841, 1534, 1855]
table-cell: ০৮ এপ্রিল ২০২১ দুপুর ১২:০০ ঘটিকা bbox=[1162, 1928, 1534, 1942]
list-item: দুই কপি পাসপোর্ট সাইজ ছবি bbox=[85, 2038, 186, 2048]
table-cell: দরপত্র আহ্বানের ধরন bbox=[987, 1841, 1162, 1855]
table-cell: ক্রয় পদ্ধতি bbox=[987, 1870, 1162, 1884]
article-body: (প্রথম পৃষ্ঠার পর) জানিয়েছেন, ২২ মার্চ সকালে সেখান থেকে সিলেট গিয়েছিলেন। এরপর ২৯ মার্চ তাঁর আসার কথা ছিল। তিনি বলেন, করোনা পরিস্থিতির মধ্যে নাটকের দৃশ্যধারণ করতে যাওয়ার আগেই অসুস্থ হয়ে পড়েন। পরে হাসপাতালে ভর্তি করা হয়। চিকিৎসকরা জানিয়েছেন, তাঁর শারীরিক অবস্থার উন্নতি হচ্ছে। তাঁর দ্রুত সুস্থতা কামনা করেছেন সহকর্মী ও ভক্তরা। bbox=[12, 411, 382, 463]
table-cell: ১৯ bbox=[963, 2043, 987, 2058]
table-cell: ৬ bbox=[963, 1855, 987, 1870]
table-cell: দরপত্র দলিলের মূল্য bbox=[987, 2043, 1162, 2058]
table-row bbox=[963, 1884, 1534, 1899]
article-body: (প্রথম পৃষ্ঠার পর) উপজেলা হাতিয়ায় যে পরিমাণ ভূমি বিলীন হচ্ছে, তার চেয়ে বেশি জেগে উঠছে। নতুন চর ঘিরে স্থানীয়দের মধ্যে আশার সঞ্চার হয়েছে। বিশেষজ্ঞরা বলছেন, পরিকল্পিতভাবে ভূমি উন্নয়ন করা গেলে এসব চরে বসতি স্থাপন ও কৃষি উৎপাদন সম্ভব। মেঘনা মোহনায় প্রতি বছর বিপুল পরিমাণ পলি জমে নতুন ভূমি গঠিত হচ্ছে। সরকারি জরিপে দেখা গেছে, গত কয়েক দশকে কয়েকশ বর্গকিলোমিটার নতুন ভূমি যুক্ত হয়েছে। স্থানীয় প্রশাসন নতুন চরে বনায়ন কর্মসূচি হাতে নিয়েছে। ভূমিহীনদের মধ্যে খাসজমি বন্দোবস্ত দেওয়ার পরিকল্পনাও রয়েছে। উপকূলীয় এলাকার মানুষ আশা করছেন, এসব চর রক্ষায় বাঁধ নির্মাণ করা হলে জীবনযাত্রার মান উন্নত হবে। bbox=[12, 749, 382, 842]
article-body: (প্রথম পৃষ্ঠার পর) করোনা রোগীর সংখ্যা বাড়তে থাকায় হাসপাতালগুলোতে চাপ বাড়ছে। আইসিইউ শয্যার সংকট দেখা দিয়েছে বিভিন্ন হাসপাতালে। স্বাস্থ্য অধিদফতর সবাইকে মাস্ক পরা ও স্বাস্থ্যবিধি মেনে চলার আহ্বান জানিয়েছে। বিশেষজ্ঞরা বলছেন, সংক্রমণ প্রতিরোধে জনসমাগম এড়িয়ে চলা জরুরি। bbox=[575, 1239, 941, 1278]
coastguard-crest-icon bbox=[1201, 1657, 1261, 1716]
logo-name-a: বাংলাদেশ bbox=[24, 78, 157, 119]
article-body: (প্রথম পৃষ্ঠার পর) করোনা রোগীর সংখ্যা বাড়তে থাকায় হাসপাতালগুলোতে চাপ বাড়ছে। আইসিইউ শয্যার সংকট দেখা দিয়েছে বিভিন্ন হাসপাতালে। স্বাস্থ্য অধিদফতর সবাইকে মাস্ক পরা ও স্বাস্থ্যবিধি মেনে চলার আহ্বান জানিয়েছে। বিশেষজ্ঞরা বলছেন, সংক্রমণ প্রতিরোধে জনসমাগম এড়িয়ে চলা জরুরি। bbox=[575, 1018, 941, 1057]
table-cell: ক্রয়কারী সত্তার জেলা bbox=[987, 1826, 1162, 1841]
column-1 bbox=[12, 161, 382, 1423]
table-row bbox=[963, 2087, 1534, 2101]
table-cell: দরপত্র খোলার স্থান bbox=[987, 2015, 1162, 2029]
table-cell: ঠিকানা bbox=[987, 2116, 1162, 2130]
byline: নিজস্ব প্রতিবেদক bbox=[953, 384, 1012, 395]
column-divider bbox=[1119, 161, 1120, 1637]
article-body: (প্রথম পৃষ্ঠার পর) হামলার ঘটনায় গ্রেফতারকৃতরা আদালতে তাদের সংশ্লিষ্টতা অস্বীকার করেছেন। পুলিশ বলছে, ঘটনার সঙ্গে জড়িত অন্যদেরও শনাক্তের চেষ্টা চলছে। স্থানীয়রা দোষীদের দৃষ্টান্তমূলক শাস্তি দাবি করেছেন। bbox=[1126, 274, 1544, 299]
table-row bbox=[963, 2072, 1534, 2087]
table-cell: ১৮ bbox=[963, 2029, 987, 2043]
table-row bbox=[963, 2000, 1534, 2015]
table-row bbox=[963, 2029, 1534, 2043]
table-cell: ১৬ bbox=[963, 2000, 987, 2015]
column-2 bbox=[394, 161, 563, 1423]
tender-org: বাংলাদেশ বিমান বাহিনী রাডার ইউনিট বগুড়া bbox=[146, 1621, 435, 1641]
table-row bbox=[963, 1870, 1534, 1884]
table-cell: প্রযোজ্য নহে bbox=[1162, 1971, 1534, 1986]
tender-location: বারপুর, বগুড়া bbox=[243, 1645, 338, 1665]
table-cell: ০৮ এপ্রিল ২০২১ দুপুর ১২:০০ ঘটিকা bbox=[1162, 1942, 1534, 1957]
article-body: ময়মনসিংহ রিপোর্টার্স ফোরামের দ্বিবার্ষিক নির্বাচনে সভাপতি নির্বাচিত হয়েছেন কবির এবং সাধারণ সম্পাদক নির্বাচিত হয়েছেন অঞ্জন। নবনির্বাচিত কমিটির নেতারা সাংবাদিকদের কল্যাণে কাজ করার অঙ্গীকার করেন। bbox=[953, 400, 1114, 480]
table-cell: বাজেট এবং অর্থের উৎস bbox=[987, 1884, 1162, 1899]
ad-note: একই প্রশ্নপত্রে সারা দেশের সর্বোচ্চ সংখ্যক মেডিকেল পরীক্ষার্থী bbox=[23, 1571, 181, 1579]
table-row bbox=[963, 1855, 1534, 1870]
table-cell: ঢাকা bbox=[1162, 1826, 1534, 1841]
table-row bbox=[963, 1928, 1534, 1942]
table-cell: দরপত্র গ্রহণের স্থান bbox=[987, 2000, 1162, 2015]
table-cell: ৮ bbox=[963, 1884, 987, 1899]
table-cell: প্রাক-দরপত্র সভা bbox=[987, 1971, 1162, 1986]
table-cell: আগারগাঁও, শেরে-বাংলা নগর, ঢাকা-১২০৭ bbox=[1162, 2116, 1534, 2130]
article-body: (প্রথম পৃষ্ঠার পর) প্রতিবেশী দেশের সঙ্গে সম্পর্ক আরও দৃঢ় করার ওপর গুরুত্বারোপ করা হয়। নেপালের রাষ্ট্রপতি বলেন, বাংলাদেশ ও নেপালের মধ্যে দীর্ঘদিনের বন্ধুত্বপূর্ণ সম্পর্ক রয়েছে। দুই দেশের জনগণের কল্যাণে বাণিজ্য, যোগাযোগ, জ্বালানি ও পর্যটন খাতে সহযোগিতা বাড়ানো হবে। বঙ্গবন্ধুর জন্মশতবার্ষিকী ও স্বাধীনতার সুবর্ণজয়ন্তী উদযাপনে অংশ নিতে তিনি ঢাকা সফর করছেন। দুই দেশের নেতারা আঞ্চলিক সহযোগিতা জোরদারের বিষয়ে একমত পোষণ করেন। জলবায়ু পরিবর্তন মোকাবিলা ও দুর্যোগ ব্যবস্থাপনায় যৌথ উদ্যোগ নেওয়ার কথাও আলোচনায় উঠে আসে। সফরকালে কয়েকটি সমঝোতা স্মারক সই হওয়ার কথা রয়েছে। bbox=[575, 455, 941, 548]
article-body: (প্রথম পৃষ্ঠার পর) আগামী না। শুধু ওই দল নয়, টুর্নামেন্টে খেলা সব দলের খেলোয়াড়দের ওপর নজর রাখা হচ্ছে। নির্বাচকরা বলেছেন, ভালো পারফরম্যান্স করা খেলোয়াড়রা জাতীয় দলে সুযোগ পাবেন। তরুণ ক্রিকেটারদের জন্য এটি বড় সুযোগ। দর্শকরাও মাঠে উপস্থিত হয়ে খেলা উপভোগ করছেন। bbox=[394, 1039, 563, 1132]
article-body: (প্রথম পৃষ্ঠার পর) করোনা রোগীর সংখ্যা বাড়তে থাকায় হাসপাতালগুলোতে চাপ বাড়ছে। আইসিইউ শয্যার সংকট দেখা দিয়েছে বিভিন্ন হাসপাতালে। স্বাস্থ্য অধিদফতর সবাইকে মাস্ক পরা ও স্বাস্থ্যবিধি মেনে চলার আহ্বান জানিয়েছে। বিশেষজ্ঞরা বলছেন, সংক্রমণ প্রতিরোধে জনসমাগম এড়িয়ে চলা জরুরি। bbox=[575, 974, 941, 1012]
tender-notes: ক্রয়কারী কর্তৃপক্ষ কোনো কারণ দর্শানো ব্যতিরেকে যেকোনো বা সকল দরপত্র গ্রহণ বা বাতিল করার ক্ষমতা সংরক্ষণ করেন। দরপত্রের সাথে হালনাগাদ ট্রেড লাইসেন্স, টিআইএন ও ভ্যাট নিবন্ধন সনদপত্র দাখিল করতে হবে। বিস্তারিত তথ্য www.coastguard.gov.bd ওয়েবসাইটে পাওয়া যাবে। bbox=[963, 2282, 1503, 2300]
table-cell: ৯ bbox=[963, 1899, 987, 1913]
headline[interactable]: জেগে উঠছে আরেক bbox=[134, 527, 260, 544]
article-body: (প্রথম পৃষ্ঠার পর) হামলার ঘটনায় গ্রেফতারকৃতরা আদালতে তাদের সংশ্লিষ্টতা অস্বীকার করেছেন। পুলিশ বলছে, ঘটনার সঙ্গে জড়িত অন্যদেরও শনাক্তের চেষ্টা চলছে। স্থানীয়রা দোষীদের দৃষ্টান্তমূলক শাস্তি দাবি করেছেন। bbox=[1126, 305, 1544, 330]
